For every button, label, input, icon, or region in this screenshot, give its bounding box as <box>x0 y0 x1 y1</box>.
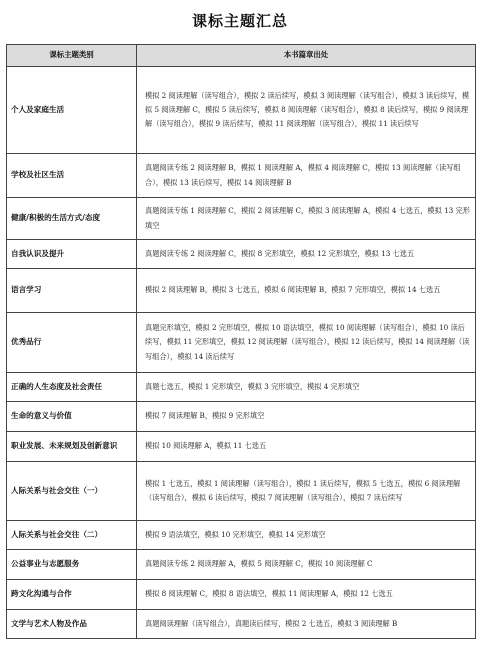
row-source: 模拟 2 阅读理解（读写组合），模拟 2 读后续写，模拟 3 阅读理解（读写组合），模拟 3 读后续写，模拟 5 阅读理解 C，模拟 5 读后续写，模拟 8 阅读理解（读写组合），模拟 8 读后续写，模拟 9 阅读理解（读写组合），模拟 9 读后续写，模拟 11 阅读理解（读写组合），模拟 11 读后续写 <box>137 67 476 154</box>
row-source: 模拟 7 阅读理解 B，模拟 9 完形填空 <box>137 402 476 432</box>
table-row <box>7 67 476 154</box>
table-row <box>7 373 476 402</box>
row-category: 文学与艺术人物及作品 <box>7 610 137 639</box>
row-category: 优秀品行 <box>7 313 137 373</box>
row-source: 模拟 1 七选五，模拟 1 阅读理解（读写组合），模拟 1 读后续写，模拟 5 七选五，模拟 6 阅读理解（读写组合），模拟 6 读后续写，模拟 7 阅读理解（读写组合），模拟 7 读后续写 <box>137 462 476 521</box>
row-source: 真题阅读专练 2 阅读理解 C，模拟 8 完形填空，模拟 12 完形填空，模拟 13 七选五 <box>137 240 476 269</box>
row-source: 真题阅读专练 2 阅读理解 A，模拟 5 阅读理解 C，模拟 10 阅读理解 C <box>137 550 476 580</box>
table-row <box>7 610 476 639</box>
page-title: 课标主题汇总 <box>191 12 288 30</box>
table-row <box>7 462 476 521</box>
row-source: 模拟 2 阅读理解 B，模拟 3 七选五，模拟 6 阅读理解 B，模拟 7 完形填空，模拟 14 七选五 <box>137 269 476 313</box>
row-category: 职业发展、未来规划及创新意识 <box>7 432 137 462</box>
table-row <box>7 269 476 313</box>
table-row <box>7 198 476 240</box>
row-category: 正确的人生态度及社会责任 <box>7 373 137 402</box>
row-category: 生命的意义与价值 <box>7 402 137 432</box>
table-row <box>7 402 476 432</box>
header-category: 课标主题类别 <box>7 45 137 67</box>
row-category: 人际关系与社会交往（二） <box>7 521 137 550</box>
row-category: 跨文化沟通与合作 <box>7 580 137 610</box>
row-source: 真题完形填空，模拟 2 完形填空，模拟 10 语法填空，模拟 10 阅读理解（读写组合），模拟 10 读后续写，模拟 11 完形填空，模拟 12 阅读理解（读写组合），模拟 12 读后续写，模拟 14 阅读理解（读写组合），模拟 14 读后续写 <box>137 313 476 373</box>
row-category: 人际关系与社会交往（一） <box>7 462 137 521</box>
row-source: 模拟 8 阅读理解 C，模拟 8 语法填空，模拟 11 阅读理解 A，模拟 12 七选五 <box>137 580 476 610</box>
row-category: 公益事业与志愿服务 <box>7 550 137 580</box>
row-source: 真题阅读专练 1 阅读理解 C，模拟 2 阅读理解 C，模拟 3 阅读理解 A，模拟 4 七选五，模拟 13 完形填空 <box>137 198 476 240</box>
row-category: 健康/积极的生活方式/态度 <box>7 198 137 240</box>
row-source: 真题七选五，模拟 1 完形填空，模拟 3 完形填空，模拟 4 完形填空 <box>137 373 476 402</box>
row-source: 模拟 9 语法填空，模拟 10 完形填空，模拟 14 完形填空 <box>137 521 476 550</box>
table-header-row <box>7 45 476 67</box>
row-category: 个人及家庭生活 <box>7 67 137 154</box>
table-row <box>7 521 476 550</box>
row-source: 模拟 10 阅读理解 A，模拟 11 七选五 <box>137 432 476 462</box>
table-row <box>7 154 476 198</box>
row-category: 语言学习 <box>7 269 137 313</box>
table-row <box>7 313 476 373</box>
row-source: 真题阅读理解（读写组合），真题读后续写，模拟 2 七选五，模拟 3 阅读理解 B <box>137 610 476 639</box>
header-source: 本书篇章出处 <box>137 45 476 67</box>
table-row <box>7 432 476 462</box>
row-source: 真题阅读专练 2 阅读理解 B，模拟 1 阅读理解 A，模拟 4 阅读理解 C，模拟 13 阅读理解（读写组合），模拟 13 读后续写，模拟 14 阅读理解 B <box>137 154 476 198</box>
table-row <box>7 550 476 580</box>
row-category: 学校及社区生活 <box>7 154 137 198</box>
topic-summary-table <box>6 44 476 639</box>
table-row <box>7 580 476 610</box>
row-category: 自我认识及提升 <box>7 240 137 269</box>
table-row <box>7 240 476 269</box>
